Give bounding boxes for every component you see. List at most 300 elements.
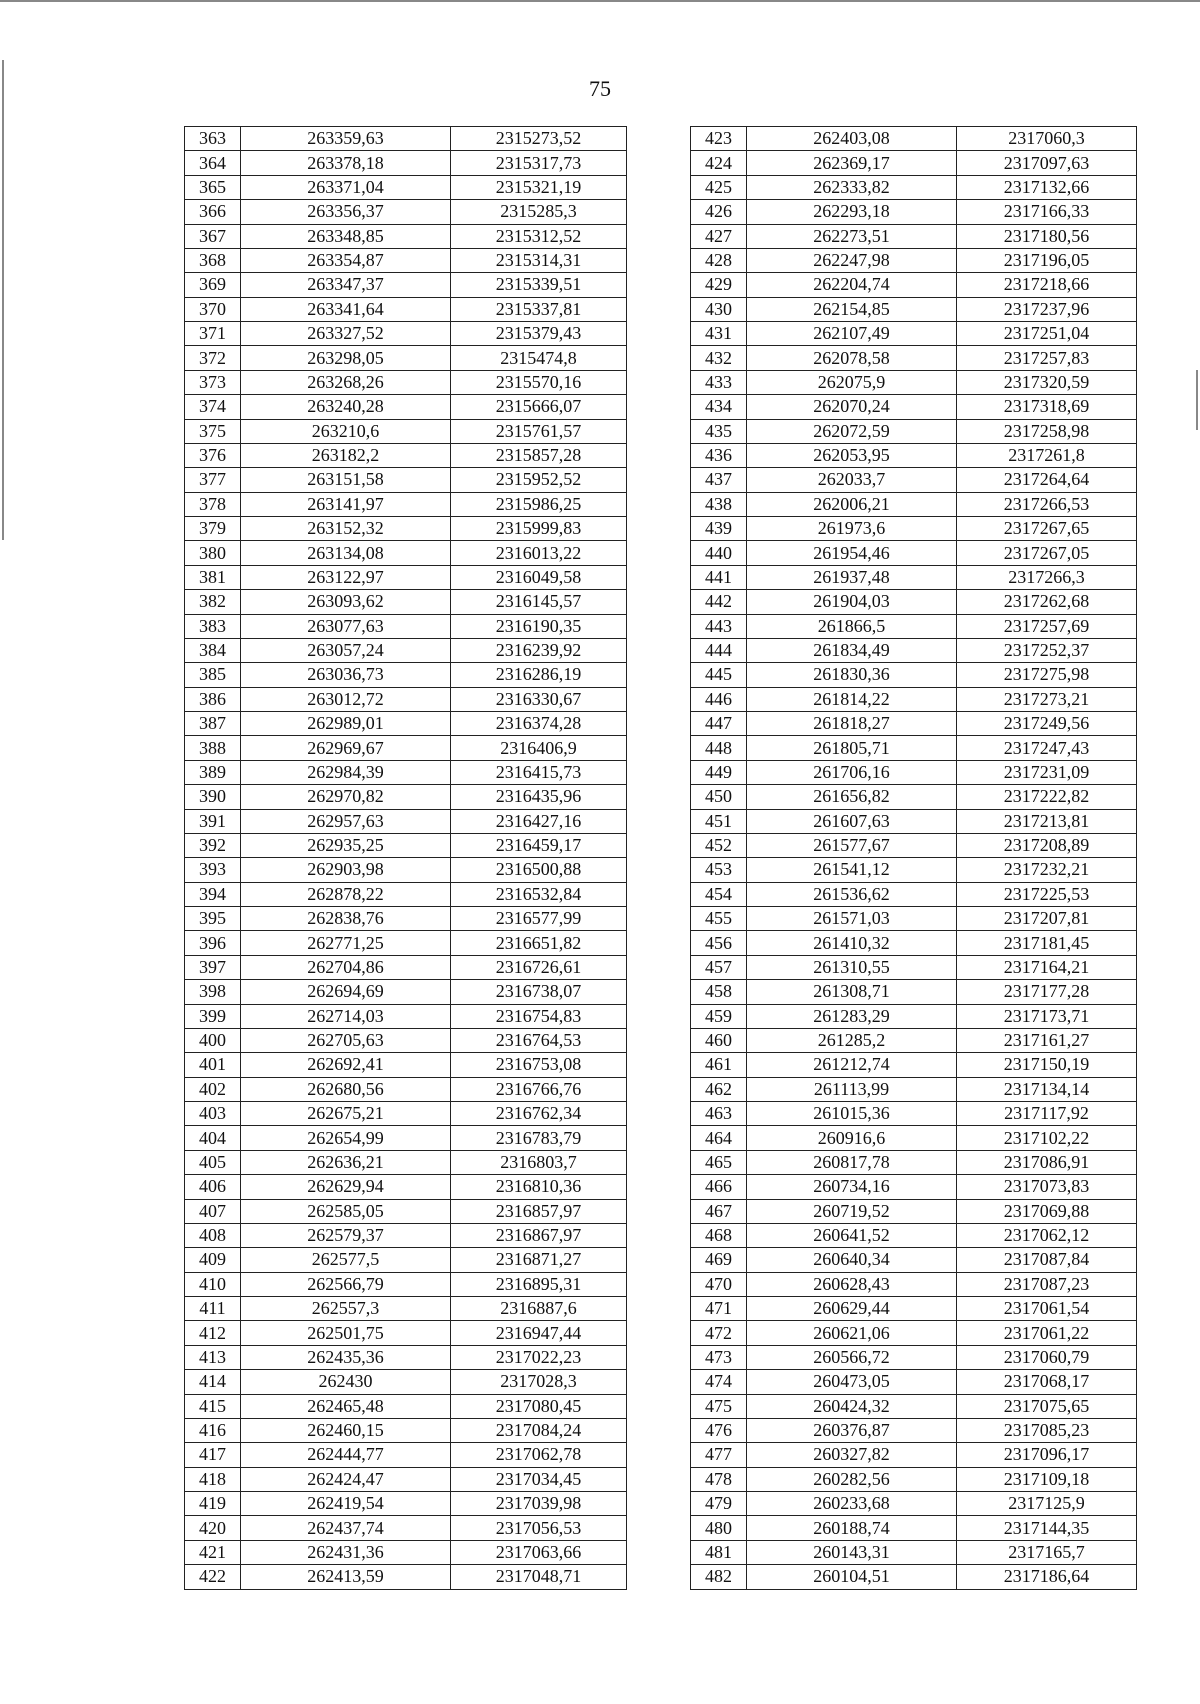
y-coordinate-cell: 2316753,08 [451,1053,627,1077]
x-coordinate-cell: 262970,82 [241,785,451,809]
y-coordinate-cell: 2317208,89 [957,833,1137,857]
page-number: 75 [589,76,611,101]
point-number-cell: 456 [691,931,747,955]
y-coordinate-cell: 2316764,53 [451,1028,627,1052]
table-row [185,1297,627,1321]
x-coordinate-cell: 262654,99 [241,1126,451,1150]
x-coordinate-cell: 260424,32 [747,1394,957,1418]
x-coordinate-cell: 263354,87 [241,248,451,272]
y-coordinate-cell: 2317207,81 [957,907,1137,931]
table-row [185,590,627,614]
table-row [691,224,1137,248]
point-number-cell: 372 [185,346,241,370]
point-number-cell: 442 [691,590,747,614]
x-coordinate-cell: 261113,99 [747,1077,957,1101]
y-coordinate-cell: 2317237,96 [957,297,1137,321]
y-coordinate-cell: 2316406,9 [451,736,627,760]
point-number-cell: 428 [691,248,747,272]
table-row [185,1102,627,1126]
point-number-cell: 402 [185,1077,241,1101]
y-coordinate-cell: 2317231,09 [957,760,1137,784]
point-number-cell: 409 [185,1248,241,1272]
x-coordinate-cell: 262154,85 [747,297,957,321]
x-coordinate-cell: 261805,71 [747,736,957,760]
point-number-cell: 415 [185,1394,241,1418]
y-coordinate-cell: 2315379,43 [451,322,627,346]
x-coordinate-cell: 263356,37 [241,200,451,224]
y-coordinate-cell: 2315314,31 [451,248,627,272]
y-coordinate-cell: 2315666,07 [451,395,627,419]
table-row [691,273,1137,297]
point-number-cell: 426 [691,200,747,224]
point-number-cell: 446 [691,687,747,711]
table-row [185,980,627,1004]
x-coordinate-cell: 262107,49 [747,322,957,346]
point-number-cell: 419 [185,1492,241,1516]
y-coordinate-cell: 2317177,28 [957,980,1137,1004]
table-row [691,590,1137,614]
y-coordinate-cell: 2316754,83 [451,1004,627,1028]
point-number-cell: 391 [185,809,241,833]
point-number-cell: 434 [691,395,747,419]
table-row [185,1272,627,1296]
y-coordinate-cell: 2317218,66 [957,273,1137,297]
table-row [691,980,1137,1004]
y-coordinate-cell: 2316738,07 [451,980,627,1004]
x-coordinate-cell: 262636,21 [241,1150,451,1174]
y-coordinate-cell: 2316374,28 [451,712,627,736]
table-row [185,224,627,248]
point-number-cell: 457 [691,955,747,979]
x-coordinate-cell: 263077,63 [241,614,451,638]
point-number-cell: 398 [185,980,241,1004]
point-number-cell: 458 [691,980,747,1004]
table-row [185,1199,627,1223]
x-coordinate-cell: 261904,03 [747,590,957,614]
point-number-cell: 394 [185,882,241,906]
table-row [185,1345,627,1369]
x-coordinate-cell: 262333,82 [747,175,957,199]
y-coordinate-cell: 2316427,16 [451,809,627,833]
y-coordinate-cell: 2316532,84 [451,882,627,906]
y-coordinate-cell: 2317096,17 [957,1443,1137,1467]
table-row [691,200,1137,224]
point-number-cell: 424 [691,151,747,175]
x-coordinate-cell: 262460,15 [241,1418,451,1442]
point-number-cell: 371 [185,322,241,346]
x-coordinate-cell: 263141,97 [241,492,451,516]
point-number-cell: 459 [691,1004,747,1028]
point-number-cell: 433 [691,370,747,394]
x-coordinate-cell: 261706,16 [747,760,957,784]
point-number-cell: 427 [691,224,747,248]
y-coordinate-cell: 2317249,56 [957,712,1137,736]
y-coordinate-cell: 2315339,51 [451,273,627,297]
x-coordinate-cell: 262969,67 [241,736,451,760]
point-number-cell: 405 [185,1150,241,1174]
table-row [185,1077,627,1101]
point-number-cell: 476 [691,1418,747,1442]
point-number-cell: 475 [691,1394,747,1418]
y-coordinate-cell: 2316762,34 [451,1102,627,1126]
point-number-cell: 378 [185,492,241,516]
x-coordinate-cell: 263327,52 [241,322,451,346]
x-coordinate-cell: 263151,58 [241,468,451,492]
y-coordinate-cell: 2315285,3 [451,200,627,224]
table-row [185,833,627,857]
table-row [691,785,1137,809]
table-row [691,712,1137,736]
table-row [691,1540,1137,1564]
point-number-cell: 365 [185,175,241,199]
x-coordinate-cell: 261212,74 [747,1053,957,1077]
y-coordinate-cell: 2317060,79 [957,1345,1137,1369]
y-coordinate-cell: 2317318,69 [957,395,1137,419]
point-number-cell: 430 [691,297,747,321]
x-coordinate-cell: 262957,63 [241,809,451,833]
point-number-cell: 400 [185,1028,241,1052]
x-coordinate-cell: 262878,22 [241,882,451,906]
x-coordinate-cell: 262293,18 [747,200,957,224]
point-number-cell: 429 [691,273,747,297]
y-coordinate-cell: 2317320,59 [957,370,1137,394]
y-coordinate-cell: 2317028,3 [451,1370,627,1394]
y-coordinate-cell: 2317022,23 [451,1345,627,1369]
x-coordinate-cell: 262566,79 [241,1272,451,1296]
x-coordinate-cell: 260282,56 [747,1467,957,1491]
x-coordinate-cell: 261541,12 [747,858,957,882]
point-number-cell: 396 [185,931,241,955]
table-row [185,736,627,760]
x-coordinate-cell: 262577,5 [241,1248,451,1272]
point-number-cell: 474 [691,1370,747,1394]
table-row [691,322,1137,346]
point-number-cell: 421 [185,1540,241,1564]
x-coordinate-cell: 263298,05 [241,346,451,370]
x-coordinate-cell: 261536,62 [747,882,957,906]
table-row [185,468,627,492]
x-coordinate-cell: 261818,27 [747,712,957,736]
x-coordinate-cell: 261285,2 [747,1028,957,1052]
table-row [691,1053,1137,1077]
x-coordinate-cell: 263210,6 [241,419,451,443]
point-number-cell: 452 [691,833,747,857]
y-coordinate-cell: 2316500,88 [451,858,627,882]
y-coordinate-cell: 2317039,98 [451,1492,627,1516]
y-coordinate-cell: 2316871,27 [451,1248,627,1272]
y-coordinate-cell: 2317134,14 [957,1077,1137,1101]
x-coordinate-cell: 261954,46 [747,541,957,565]
table-row [691,443,1137,467]
point-number-cell: 470 [691,1272,747,1296]
y-coordinate-cell: 2316286,19 [451,663,627,687]
x-coordinate-cell: 261410,32 [747,931,957,955]
table-row [185,809,627,833]
x-coordinate-cell: 262444,77 [241,1443,451,1467]
point-number-cell: 366 [185,200,241,224]
table-row [691,1443,1137,1467]
y-coordinate-cell: 2317060,3 [957,127,1137,151]
x-coordinate-cell: 263122,97 [241,565,451,589]
point-number-cell: 380 [185,541,241,565]
point-number-cell: 423 [691,127,747,151]
y-coordinate-cell: 2317164,21 [957,955,1137,979]
x-coordinate-cell: 262984,39 [241,760,451,784]
table-row [185,322,627,346]
point-number-cell: 385 [185,663,241,687]
x-coordinate-cell: 262680,56 [241,1077,451,1101]
y-coordinate-cell: 2317173,71 [957,1004,1137,1028]
point-number-cell: 404 [185,1126,241,1150]
y-coordinate-cell: 2317109,18 [957,1467,1137,1491]
x-coordinate-cell: 260327,82 [747,1443,957,1467]
table-row [185,663,627,687]
y-coordinate-cell: 2317117,92 [957,1102,1137,1126]
table-row [185,1516,627,1540]
table-row [185,785,627,809]
y-coordinate-cell: 2317062,78 [451,1443,627,1467]
y-coordinate-cell: 2317196,05 [957,248,1137,272]
table-row [691,1394,1137,1418]
x-coordinate-cell: 262078,58 [747,346,957,370]
point-number-cell: 438 [691,492,747,516]
table-row [185,760,627,784]
x-coordinate-cell: 262006,21 [747,492,957,516]
point-number-cell: 418 [185,1467,241,1491]
y-coordinate-cell: 2317080,45 [451,1394,627,1418]
x-coordinate-cell: 262692,41 [241,1053,451,1077]
table-row [691,517,1137,541]
x-coordinate-cell: 262585,05 [241,1199,451,1223]
point-number-cell: 469 [691,1248,747,1272]
x-coordinate-cell: 263240,28 [241,395,451,419]
point-number-cell: 465 [691,1150,747,1174]
y-coordinate-cell: 2317267,65 [957,517,1137,541]
table-row [185,1443,627,1467]
table-row [185,1028,627,1052]
table-row [691,492,1137,516]
table-row [691,1370,1137,1394]
x-coordinate-cell: 262694,69 [241,980,451,1004]
x-coordinate-cell: 261830,36 [747,663,957,687]
point-number-cell: 463 [691,1102,747,1126]
point-number-cell: 441 [691,565,747,589]
table-row [691,127,1137,151]
x-coordinate-cell: 262771,25 [241,931,451,955]
point-number-cell: 393 [185,858,241,882]
table-row [185,1223,627,1247]
y-coordinate-cell: 2317251,04 [957,322,1137,346]
table-row [691,1492,1137,1516]
table-row [185,127,627,151]
coordinates-table-right [690,126,1137,1590]
x-coordinate-cell: 260640,34 [747,1248,957,1272]
table-row [691,1418,1137,1442]
coordinates-table-left [184,126,627,1590]
table-row [691,1126,1137,1150]
y-coordinate-cell: 2317061,22 [957,1321,1137,1345]
x-coordinate-cell: 260376,87 [747,1418,957,1442]
x-coordinate-cell: 263182,2 [241,443,451,467]
y-coordinate-cell: 2315857,28 [451,443,627,467]
y-coordinate-cell: 2317186,64 [957,1565,1137,1589]
table-row [185,370,627,394]
point-number-cell: 392 [185,833,241,857]
y-coordinate-cell: 2316810,36 [451,1175,627,1199]
x-coordinate-cell: 263268,26 [241,370,451,394]
y-coordinate-cell: 2317075,65 [957,1394,1137,1418]
y-coordinate-cell: 2316239,92 [451,638,627,662]
point-number-cell: 420 [185,1516,241,1540]
x-coordinate-cell: 260641,52 [747,1223,957,1247]
table-row [691,419,1137,443]
point-number-cell: 416 [185,1418,241,1442]
x-coordinate-cell: 262557,3 [241,1297,451,1321]
y-coordinate-cell: 2317144,35 [957,1516,1137,1540]
table-row [185,1053,627,1077]
y-coordinate-cell: 2317063,66 [451,1540,627,1564]
point-number-cell: 453 [691,858,747,882]
x-coordinate-cell: 262072,59 [747,419,957,443]
x-coordinate-cell: 260566,72 [747,1345,957,1369]
x-coordinate-cell: 260473,05 [747,1370,957,1394]
table-row [691,248,1137,272]
x-coordinate-cell: 262465,48 [241,1394,451,1418]
point-number-cell: 444 [691,638,747,662]
table-row [185,200,627,224]
x-coordinate-cell: 262424,47 [241,1467,451,1491]
table-row [185,955,627,979]
point-number-cell: 397 [185,955,241,979]
point-number-cell: 407 [185,1199,241,1223]
x-coordinate-cell: 261834,49 [747,638,957,662]
table-row [691,1248,1137,1272]
point-number-cell: 363 [185,127,241,151]
x-coordinate-cell: 262273,51 [747,224,957,248]
x-coordinate-cell: 262419,54 [241,1492,451,1516]
x-coordinate-cell: 262903,98 [241,858,451,882]
point-number-cell: 468 [691,1223,747,1247]
table-row [185,931,627,955]
table-row [691,858,1137,882]
y-coordinate-cell: 2317181,45 [957,931,1137,955]
point-number-cell: 464 [691,1126,747,1150]
x-coordinate-cell: 260143,31 [747,1540,957,1564]
table-row [691,882,1137,906]
x-coordinate-cell: 261308,71 [747,980,957,1004]
point-number-cell: 370 [185,297,241,321]
x-coordinate-cell: 262033,7 [747,468,957,492]
y-coordinate-cell: 2317262,68 [957,590,1137,614]
table-row [185,517,627,541]
x-coordinate-cell: 260817,78 [747,1150,957,1174]
y-coordinate-cell: 2317034,45 [451,1467,627,1491]
point-number-cell: 408 [185,1223,241,1247]
y-coordinate-cell: 2316459,17 [451,833,627,857]
y-coordinate-cell: 2317261,8 [957,443,1137,467]
point-number-cell: 448 [691,736,747,760]
x-coordinate-cell: 260916,6 [747,1126,957,1150]
x-coordinate-cell: 262704,86 [241,955,451,979]
table-row [691,736,1137,760]
x-coordinate-cell: 260734,16 [747,1175,957,1199]
x-coordinate-cell: 263371,04 [241,175,451,199]
table-row [691,1102,1137,1126]
table-row [185,1540,627,1564]
y-coordinate-cell: 2316766,76 [451,1077,627,1101]
y-coordinate-cell: 2315761,57 [451,419,627,443]
y-coordinate-cell: 2317267,05 [957,541,1137,565]
table-row [691,955,1137,979]
table-row [691,346,1137,370]
y-coordinate-cell: 2315474,8 [451,346,627,370]
point-number-cell: 399 [185,1004,241,1028]
x-coordinate-cell: 261973,6 [747,517,957,541]
point-number-cell: 422 [185,1565,241,1589]
point-number-cell: 367 [185,224,241,248]
table-row [185,541,627,565]
point-number-cell: 477 [691,1443,747,1467]
y-coordinate-cell: 2317225,53 [957,882,1137,906]
x-coordinate-cell: 262204,74 [747,273,957,297]
table-row [691,687,1137,711]
y-coordinate-cell: 2315273,52 [451,127,627,151]
table-row [691,663,1137,687]
table-row [185,395,627,419]
point-number-cell: 437 [691,468,747,492]
point-number-cell: 401 [185,1053,241,1077]
table-row [185,1004,627,1028]
table-row [691,1345,1137,1369]
y-coordinate-cell: 2317125,9 [957,1492,1137,1516]
point-number-cell: 383 [185,614,241,638]
x-coordinate-cell: 260188,74 [747,1516,957,1540]
x-coordinate-cell: 262935,25 [241,833,451,857]
y-coordinate-cell: 2316857,97 [451,1199,627,1223]
table-row [185,419,627,443]
y-coordinate-cell: 2317232,21 [957,858,1137,882]
x-coordinate-cell: 261656,82 [747,785,957,809]
point-number-cell: 462 [691,1077,747,1101]
y-coordinate-cell: 2317275,98 [957,663,1137,687]
x-coordinate-cell: 262431,36 [241,1540,451,1564]
table-row [691,151,1137,175]
scan-edge-right [1196,370,1198,430]
y-coordinate-cell: 2317258,98 [957,419,1137,443]
y-coordinate-cell: 2315570,16 [451,370,627,394]
table-row [185,638,627,662]
table-row [691,1565,1137,1589]
table-row [185,346,627,370]
table-row [185,1467,627,1491]
point-number-cell: 412 [185,1321,241,1345]
point-number-cell: 467 [691,1199,747,1223]
y-coordinate-cell: 2317069,88 [957,1199,1137,1223]
y-coordinate-cell: 2317132,66 [957,175,1137,199]
y-coordinate-cell: 2317222,82 [957,785,1137,809]
y-coordinate-cell: 2317213,81 [957,809,1137,833]
y-coordinate-cell: 2316947,44 [451,1321,627,1345]
y-coordinate-cell: 2315986,25 [451,492,627,516]
x-coordinate-cell: 262435,36 [241,1345,451,1369]
x-coordinate-cell: 263036,73 [241,663,451,687]
table-row [185,687,627,711]
table-row [691,1223,1137,1247]
point-number-cell: 431 [691,322,747,346]
point-number-cell: 473 [691,1345,747,1369]
x-coordinate-cell: 261283,29 [747,1004,957,1028]
point-number-cell: 482 [691,1565,747,1589]
